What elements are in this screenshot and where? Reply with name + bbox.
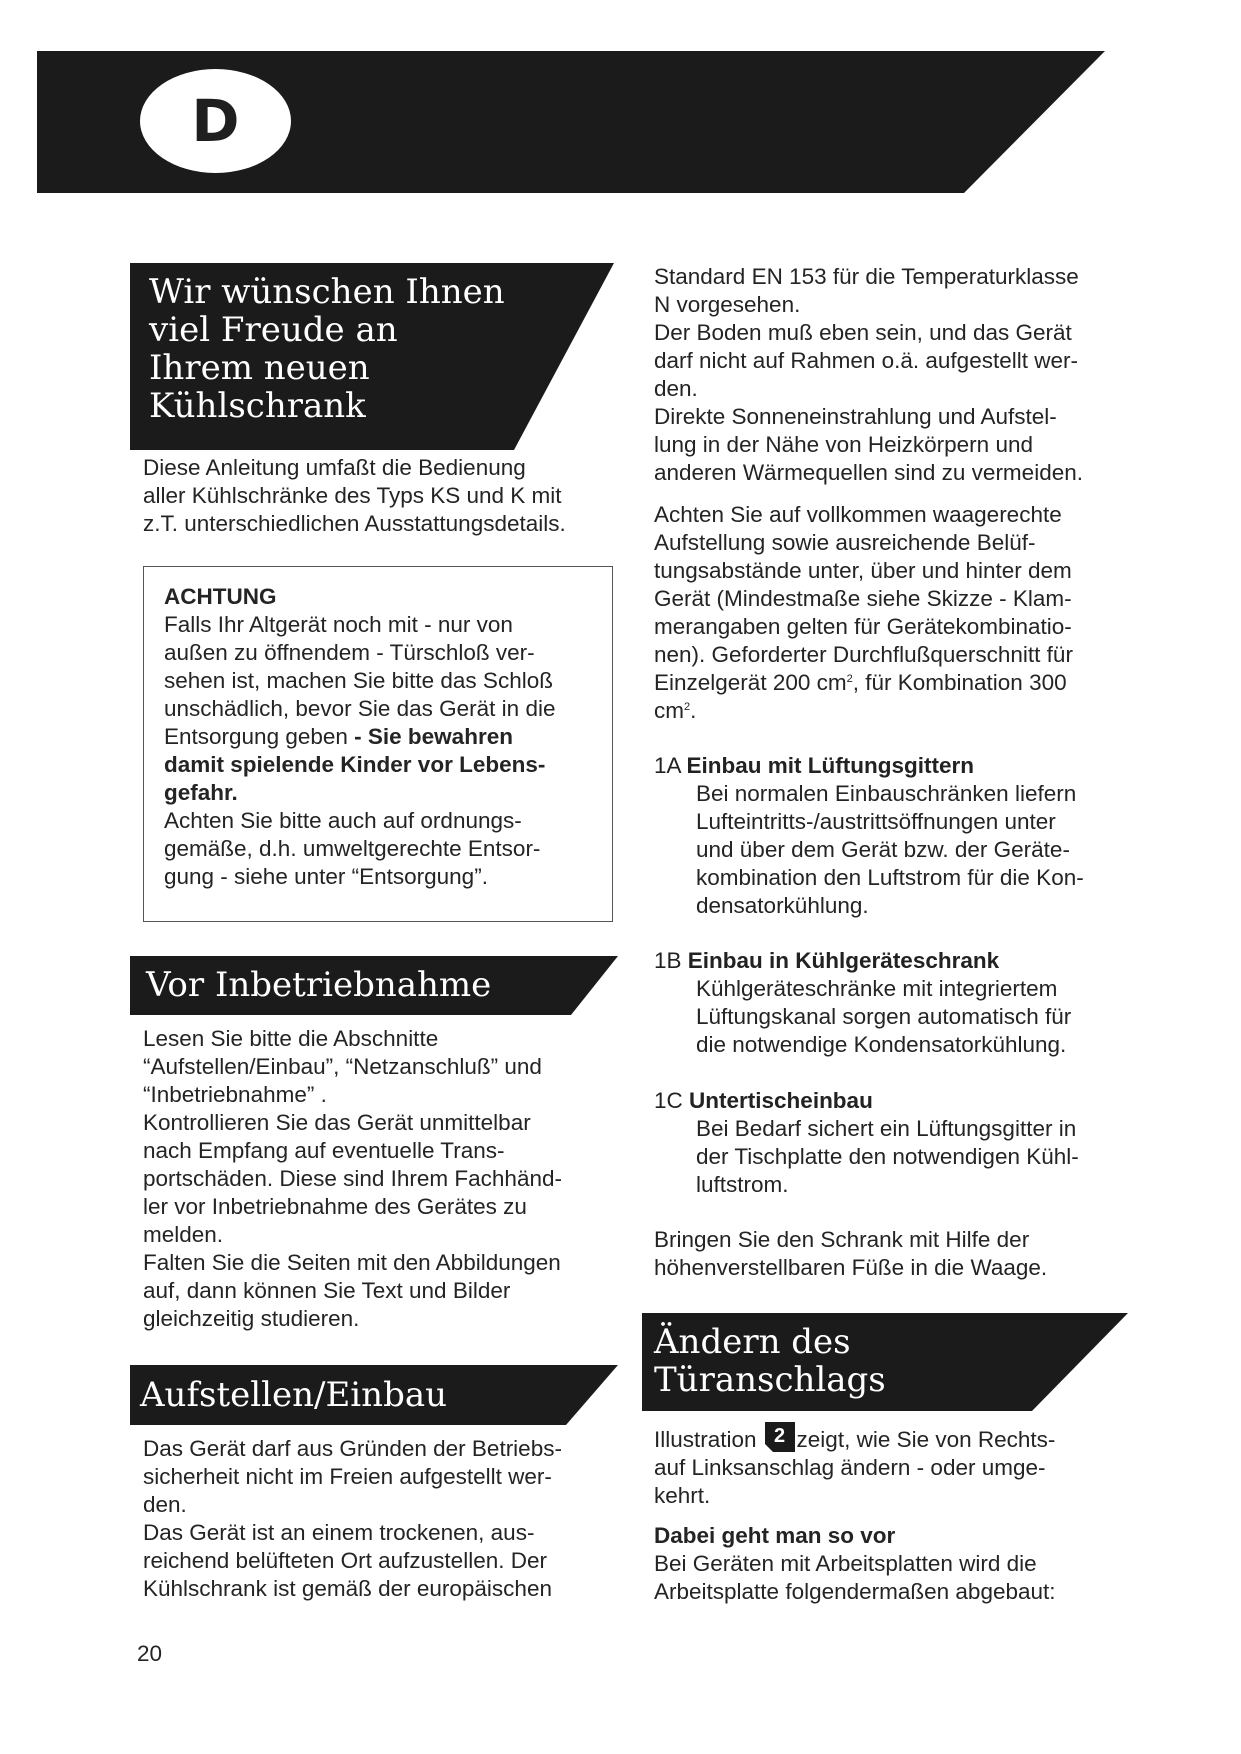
warning-text-bold: - Sie bewahren damit spielende Kinder vor Lebens- gefahr. bbox=[164, 724, 546, 805]
ventilation-text bbox=[654, 501, 1073, 725]
warning-box bbox=[143, 566, 613, 922]
leveling-text: Bringen Sie den Schrank mit Hilfe der höhenverstellbaren Füße in die Waage. bbox=[654, 1227, 1048, 1280]
warning-text-part2: Achten Sie bitte auch auf ordnungs- gemäße, d.h. umweltgerechte Entsor- gung - siehe unter “Entsorgung”. bbox=[164, 808, 541, 889]
warning-text-part1: Falls Ihr Altgerät noch mit - nur von außen zu öffnendem - Türschloß ver- sehen ist, machen Sie bitte das Schloß unschädlich, bevor Sie das Gerät in die Entsorgung geben bbox=[164, 612, 556, 749]
warning-title: ACHTUNG bbox=[164, 584, 277, 609]
item-number: 1C bbox=[654, 1088, 683, 1113]
door-heading-banner bbox=[642, 1313, 1128, 1411]
aufstellen-text: Das Gerät darf aus Gründen der Betriebs- sicherheit nicht im Freien aufgestellt wer- den. Das Gerät ist an einem trockenen, aus- reichend belüfteten Ort aufzustellen. Der Kühlschrank ist gemäß der europäischen bbox=[143, 1436, 562, 1601]
door-text-pre: Illustration bbox=[654, 1427, 757, 1452]
item-1a-text: Bei normalen Einbauschränken liefern Lufteintritts-/austrittsöffnungen unter und über dem Gerät bzw. der Geräte- kombination den Luftstrom für die Kon- densatorkühlung. bbox=[696, 781, 1084, 918]
item-1b-title bbox=[654, 947, 999, 975]
language-banner bbox=[37, 51, 1105, 193]
installation-text: Standard EN 153 für die Temperaturklasse N vorgesehen. Der Boden muß eben sein, und das Gerät darf nicht auf Rahmen o.ä. aufgestellt wer- den. Direkte Sonneneinstrahlung und Aufstel- lung in der Nähe von Heizkörpern und anderen Wärmequellen sind zu vermeiden. bbox=[654, 264, 1083, 485]
warning-text bbox=[164, 611, 555, 891]
superscript-2: 2 bbox=[684, 701, 691, 713]
welcome-heading-banner bbox=[130, 263, 614, 450]
figure-number: 2 bbox=[773, 1425, 786, 1447]
vor-inbetriebnahme-heading: Vor Inbetriebnahme bbox=[146, 965, 492, 1005]
ventilation-text-b: , für Kombination 300 cm bbox=[654, 670, 1067, 723]
intro-text: Diese Anleitung umfaßt die Bedienung aller Kühlschränke des Typs KS und K mit z.T. unterschiedlichen Ausstattungsdetails. bbox=[143, 455, 566, 536]
item-title: Einbau in Kühlgeräteschrank bbox=[687, 948, 1000, 973]
language-badge bbox=[140, 69, 291, 173]
ventilation-text-c: . bbox=[690, 698, 697, 723]
procedure-title: Dabei geht man so vor bbox=[654, 1523, 896, 1548]
procedure-text: Bei Geräten mit Arbeitsplatten wird die Arbeitsplatte folgendermaßen abgebaut: bbox=[654, 1551, 1056, 1604]
item-title: Untertischeinbau bbox=[689, 1088, 873, 1113]
item-number: 1B bbox=[654, 948, 682, 973]
door-text-post: zeigt, wie Sie von Rechts- auf Linksanschlag ändern - oder umge- kehrt. bbox=[654, 1427, 1056, 1508]
item-number: 1A bbox=[654, 753, 681, 778]
door-text bbox=[654, 1422, 1055, 1510]
ventilation-text-a: Achten Sie auf vollkommen waagerechte Aufstellung sowie ausreichende Belüf- tungsabstände unter, über und hinter dem Gerät (Mindestmaße siehe Skizze - Klam- merangaben gelten für Gerätekombinatio- nen). Geforderter Durchflußquerschnitt für Einzelgerät 200 cm bbox=[654, 502, 1073, 695]
vor-inbetriebnahme-banner bbox=[130, 956, 618, 1015]
item-1b-text: Kühlgeräteschränke mit integriertem Lüftungskanal sorgen automatisch für die notwendige Kondensatorkühlung. bbox=[696, 976, 1072, 1057]
superscript-2: 2 bbox=[846, 673, 853, 685]
language-code: D bbox=[191, 87, 240, 155]
aufstellen-banner bbox=[130, 1365, 618, 1425]
door-heading: Ändern des Türanschlags bbox=[654, 1322, 886, 1400]
item-1c-title bbox=[654, 1087, 873, 1115]
item-title: Einbau mit Lüftungsgittern bbox=[686, 753, 975, 778]
page-number: 20 bbox=[137, 1641, 163, 1666]
item-1a-title bbox=[654, 752, 974, 780]
aufstellen-heading: Aufstellen/Einbau bbox=[140, 1375, 448, 1415]
figure-reference[interactable] bbox=[765, 1422, 795, 1452]
welcome-heading: Wir wünschen Ihnen viel Freude an Ihrem neuen Kühlschrank bbox=[149, 272, 505, 426]
item-1c-text: Bei Bedarf sichert ein Lüftungsgitter in der Tischplatte den notwendigen Kühl- luftstrom. bbox=[696, 1116, 1079, 1197]
vor-inbetriebnahme-text: Lesen Sie bitte die Abschnitte “Aufstellen/Einbau”, “Netzanschluß” und “Inbetriebnahme” . Kontrollieren Sie das Gerät unmittelbar nach Empfang auf eventuelle Trans- portschäden. Diese sind Ihrem Fachhänd- ler vor Inbetriebnahme des Gerätes zu melden. Falten Sie die Seiten mit den Abbildungen auf, dann können Sie Text und Bilder gleichzeitig studieren. bbox=[143, 1026, 562, 1331]
